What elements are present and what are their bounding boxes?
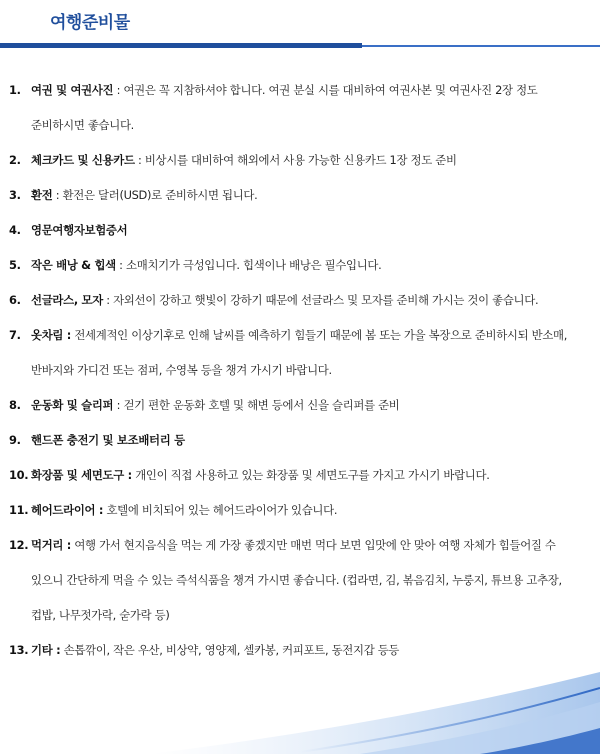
list-item: [0, 633, 600, 668]
header-underline-thick: [0, 43, 362, 48]
item-number: 3.: [9, 188, 21, 202]
item-number: 1.: [9, 83, 21, 97]
item-number: 7.: [9, 328, 21, 342]
item-description: 전세계적인 이상기후로 인해 날씨를 예측하기 힘들기 때문에 봄 또는 가을 복장으로 준비하시되 반소매, 반바지와 가디건 또는 점퍼, 수영복 등을 챙겨 가시기 바랍니다.: [31, 328, 568, 377]
item-number: 13.: [9, 643, 29, 657]
item-label: 여권 및 여권사진: [31, 83, 114, 97]
page-title: 여행준비물: [50, 13, 130, 33]
item-number: 2.: [9, 153, 21, 167]
item-description: 여행 가서 현지음식을 먹는 게 가장 좋겠지만 매번 먹다 보면 입맛에 안 맞아 여행 자체가 힘들어질 수 있으니 간단하게 먹을 수 있는 즉석식품을 챙겨 가시면 좋습니다. (컵라면, 김, 볶음김치, 누룽지, 튜브용 고추장, 컵밥, 나무젓가락, 숟가락 등): [31, 538, 562, 622]
item-description: : 자외선이 강하고 햇빛이 강하기 때문에 선글라스 및 모자를 준비해 가시는 것이 좋습니다.: [102, 293, 539, 307]
packing-list: [0, 73, 600, 668]
page-header: [0, 0, 600, 60]
list-item: [0, 283, 600, 318]
list-item: [0, 248, 600, 283]
list-item: [0, 458, 600, 493]
item-number: 12.: [9, 538, 29, 552]
list-item: [0, 318, 600, 388]
item-number: 9.: [9, 433, 21, 447]
list-item: [0, 528, 600, 633]
item-label: 운동화 및 슬리퍼: [31, 398, 114, 412]
item-label: 핸드폰 충전기 및 보조배터리 등: [31, 433, 185, 447]
item-number: 4.: [9, 223, 21, 237]
item-description: 호텔에 비치되어 있는 헤어드라이어가 있습니다.: [103, 503, 338, 517]
item-label: 화장품 및 세면도구 :: [31, 468, 132, 482]
list-item: [0, 213, 600, 248]
item-label: 작은 배낭 & 힙색: [31, 258, 116, 272]
item-label: 옷차림 :: [31, 328, 72, 342]
item-description: : 비상시를 대비하여 해외에서 사용 가능한 신용카드 1장 정도 준비: [134, 153, 457, 167]
item-label: 기타 :: [31, 643, 61, 657]
item-number: 6.: [9, 293, 21, 307]
item-number: 10.: [9, 468, 29, 482]
list-item: [0, 143, 600, 178]
item-label: 영문여행자보험증서: [31, 223, 128, 237]
item-label: 환전: [31, 188, 53, 202]
item-label: 먹거리 :: [31, 538, 72, 552]
list-item: [0, 423, 600, 458]
item-description: : 걷기 편한 운동화 호텔 및 해변 등에서 신을 슬리퍼를 준비: [113, 398, 400, 412]
item-label: 선글라스, 모자: [31, 293, 103, 307]
item-number: 11.: [9, 503, 29, 517]
item-number: 5.: [9, 258, 21, 272]
item-label: 체크카드 및 신용카드: [31, 153, 135, 167]
item-description: : 여권은 꼭 지참하셔야 합니다. 여권 분실 시를 대비하여 여권사본 및 여권사진 2장 정도 준비하시면 좋습니다.: [31, 83, 538, 132]
list-item: [0, 178, 600, 213]
list-item: [0, 388, 600, 423]
item-description: : 환전은 달러(USD)로 준비하시면 됩니다.: [52, 188, 258, 202]
list-item: [0, 493, 600, 528]
list-item: [0, 73, 600, 143]
item-description: 개인이 직접 사용하고 있는 화장품 및 세면도구를 가지고 가시기 바랍니다.: [131, 468, 490, 482]
item-number: 8.: [9, 398, 21, 412]
item-description: : 소매치기가 극성입니다. 힙색이나 배낭은 필수입니다.: [115, 258, 382, 272]
item-label: 헤어드라이어 :: [31, 503, 104, 517]
header-underline-thin: [362, 45, 600, 47]
item-description: 손톱깎이, 작은 우산, 비상약, 영양제, 셀카봉, 커피포트, 동전지갑 등등: [60, 643, 400, 657]
